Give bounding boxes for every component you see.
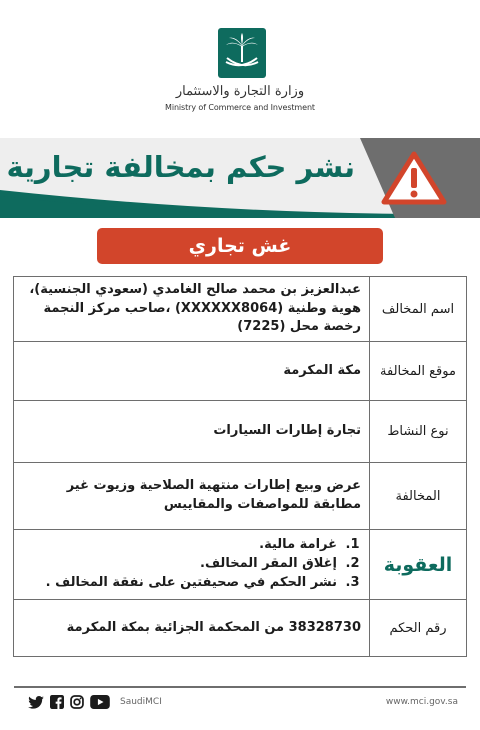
penalty-list (22, 536, 361, 593)
row-label-judgment-number: رقم الحكم (370, 600, 467, 657)
row-label-violation-location: موقع المخالفة (370, 342, 467, 401)
palm-swords-logo-icon (218, 28, 266, 78)
youtube-icon[interactable] (90, 695, 110, 709)
row-label-violator-name: اسم المخالف (370, 277, 467, 342)
violation-category-badge: غش تجاري (97, 228, 383, 264)
table-row (14, 530, 467, 600)
table-row (14, 463, 467, 530)
social-links (28, 695, 162, 709)
warning-triangle-icon (378, 148, 450, 208)
website-link[interactable]: www.mci.gov.sa (385, 697, 458, 707)
judgment-details-table (13, 276, 467, 657)
table-row (14, 600, 467, 657)
penalty-value (14, 530, 370, 600)
social-handle[interactable]: SaudiMCI (120, 697, 162, 707)
footer-divider (14, 686, 466, 688)
table-row (14, 342, 467, 401)
violation-location-value: مكة المكرمة (14, 342, 370, 401)
twitter-icon[interactable] (28, 696, 44, 709)
row-label-activity-type: نوع النشاط (370, 401, 467, 463)
list-item: 2. إغلاق المقر المخالف. (22, 555, 341, 574)
violator-name-value: عبدالعزيز بن محمد صالح الغامدي (سعودي الجنسية)، هوية وطنية (XXXXXX8064) ،صاحب مركز النجمة رخصة محل (7225) (14, 277, 370, 342)
activity-type-value: تجارة إطارات السيارات (14, 401, 370, 463)
instagram-icon[interactable] (70, 695, 84, 709)
facebook-icon[interactable] (50, 695, 64, 709)
ministry-logo (218, 28, 266, 78)
ministry-name-ar: وزارة التجارة والاستثمار (175, 84, 305, 99)
page-title: نشر حكم بمخالفة تجارية (6, 150, 355, 184)
row-label-penalty: العقوبة (370, 530, 467, 600)
list-item: 3. نشر الحكم في صحيفتين على نفقة المخالف . (22, 574, 341, 593)
table-row (14, 277, 467, 342)
list-item: 1. غرامة مالية. (22, 536, 341, 555)
table-row (14, 401, 467, 463)
row-label-violation: المخالفة (370, 463, 467, 530)
judgment-number-value: 38328730 من المحكمة الجزائية بمكة المكرمة (14, 600, 370, 657)
violation-value: عرض وبيع إطارات منتهية الصلاحية وزيوت غير مطابقة للمواصفات والمقاييس (14, 463, 370, 530)
ministry-name-en: Ministry of Commerce and Investment (165, 103, 315, 112)
